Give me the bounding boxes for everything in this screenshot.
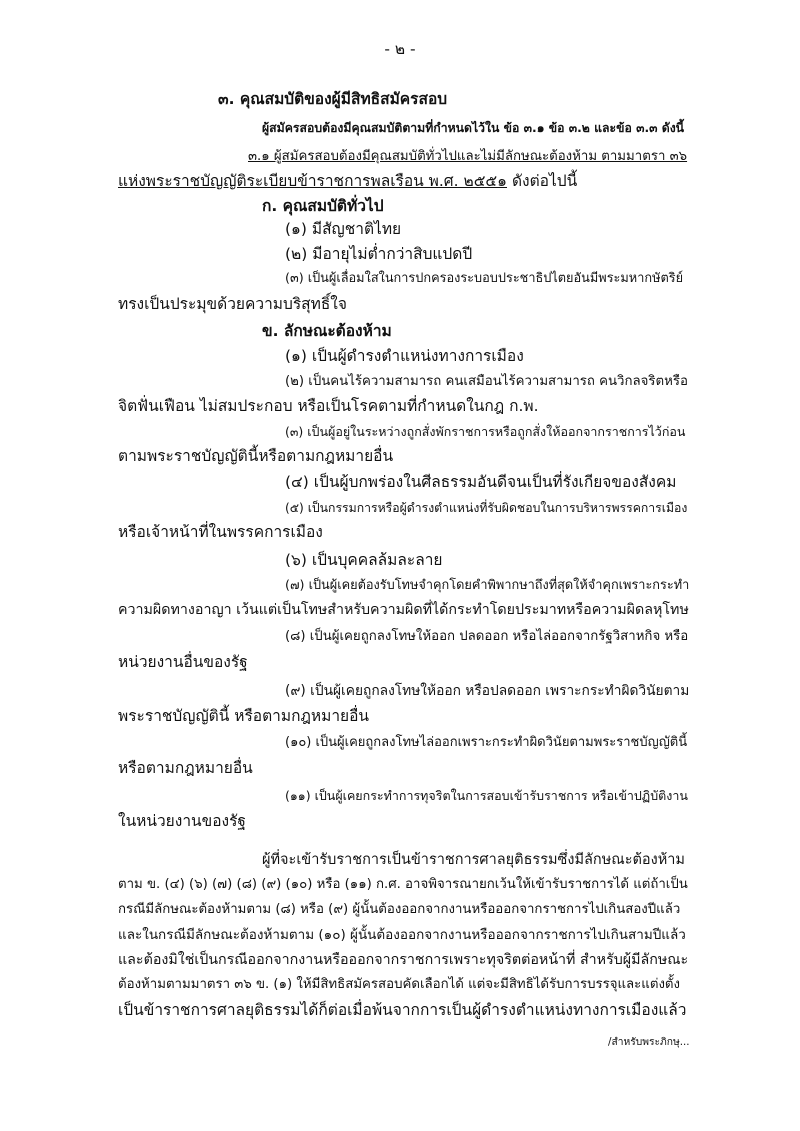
section-3-intro: ผู้สมัครสอบต้องมีคุณสมบัติตามที่กำหนดไว้ใน ข้อ ๓.๑ ข้อ ๓.๒ และข้อ ๓.๓ ดังนี้	[262, 121, 685, 135]
prohibited-item-1: (๑) เป็นผู้ดำรงตำแหน่งทางการเมือง	[285, 347, 524, 365]
prohibited-item-6: (๖) เป็นบุคคลล้มละลาย	[285, 551, 443, 569]
section-3-1-line-1: ๓.๑ ผู้สมัครสอบต้องมีคุณสมบัติทั่วไปและไม่มีลักษณะต้องห้าม ตามมาตรา ๓๖	[248, 149, 688, 164]
prohibited-item-3-line-1: (๓) เป็นผู้อยู่ในระหว่างถูกสั่งพักราชการหรือถูกสั่งให้ออกจากราชการไว้ก่อน	[285, 424, 686, 439]
prohibited-item-11-line-1: (๑๑) เป็นผู้เคยกระทำการทุจริตในการสอบเข้ารับราชการ หรือเข้าปฏิบัติงาน	[285, 788, 688, 803]
closing-line-5: และต้องมิใช่เป็นกรณีออกจากงานหรือออกจากราชการเพราะทุจริตต่อหน้าที่ สำหรับผู้มีลักษณะ	[118, 952, 689, 968]
general-item-2: (๒) มีอายุไม่ต่ำกว่าสิบแปดปี	[285, 245, 473, 263]
closing-line-7: เป็นข้าราชการศาลยุติธรรมได้ก็ต่อเมื่อพ้นจากการเป็นผู้ดำรงตำแหน่งทางการเมืองแล้ว	[118, 1001, 687, 1019]
general-item-3-line-1: (๓) เป็นผู้เลื่อมใสในการปกครองระบอบประชาธิปไตยอันมีพระมหากษัตริย์	[285, 271, 684, 286]
prohibited-item-10-line-1: (๑๐) เป็นผู้เคยถูกลงโทษไล่ออกเพราะกระทำผิดวินัยตามพระราชบัญญัตินี้	[285, 735, 688, 750]
prohibited-item-11-line-2: ในหน่วยงานของรัฐ	[118, 812, 246, 830]
prohibited-item-7-line-2: ความผิดทางอาญา เว้นแต่เป็นโทษสำหรับความผิดที่ได้กระทำโดยประมาทหรือความผิดลหุโทษ	[118, 602, 689, 618]
prohibited-item-5-line-2: หรือเจ้าหน้าที่ในพรรคการเมือง	[118, 523, 323, 541]
closing-line-2: ตาม ข. (๔) (๖) (๗) (๘) (๙) (๑๐) หรือ (๑๑) ก.ศ. อาจพิจารณายกเว้นให้เข้ารับราชการได้ แต่ถ้าเป็น	[118, 877, 688, 892]
closing-line-4: และในกรณีมีลักษณะต้องห้ามตาม (๑๐) ผู้นั้นต้องออกจากงานหรือออกจากราชการไปเกินสามปีแล้ว	[118, 927, 686, 943]
closing-line-6: ต้องห้ามตามมาตรา ๓๖ ข. (๑) ให้มีสิทธิสมัครสอบคัดเลือกได้ แต่จะมีสิทธิได้รับการบรรจุและแต่งตั้ง	[118, 977, 680, 992]
section-3-1-act-reference: แห่งพระราชบัญญัติระเบียบข้าราชการพลเรือน พ.ศ. ๒๕๕๑	[118, 172, 508, 190]
prohibited-item-9-line-1: (๙) เป็นผู้เคยถูกลงโทษให้ออก หรือปลดออก เพราะกระทำผิดวินัยตาม	[285, 683, 690, 699]
prohibited-item-4: (๔) เป็นผู้บกพร่องในศีลธรรมอันดีจนเป็นที่รังเกียจของสังคม	[285, 473, 677, 491]
prohibited-item-10-line-2: หรือตามกฎหมายอื่น	[118, 759, 253, 777]
closing-line-1: ผู้ที่จะเข้ารับราชการเป็นข้าราชการศาลยุติธรรมซึ่งมีลักษณะต้องห้าม	[262, 852, 685, 868]
prohibited-item-7-line-1: (๗) เป็นผู้เคยต้องรับโทษจำคุกโดยคำพิพากษาถึงที่สุดให้จำคุกเพราะกระทำ	[285, 578, 690, 593]
general-item-1: (๑) มีสัญชาติไทย	[285, 220, 402, 238]
prohibited-item-3-line-2: ตามพระราชบัญญัตินี้หรือตามกฎหมายอื่น	[118, 447, 394, 465]
general-item-3-line-2: ทรงเป็นประมุขด้วยความบริสุทธิ์ใจ	[118, 295, 347, 313]
prohibited-item-8-line-1: (๘) เป็นผู้เคยถูกลงโทษให้ออก ปลดออก หรือไล่ออกจากรัฐวิสาหกิจ หรือ	[285, 629, 689, 644]
prohibited-item-8-line-2: หน่วยงานอื่นของรัฐ	[118, 653, 248, 671]
section-3-1-line-2	[118, 170, 577, 192]
general-qualifications-heading: ก. คุณสมบัติทั่วไป	[262, 197, 384, 215]
section-3-1-line-2-rest: ดังต่อไปนี้	[511, 172, 578, 190]
prohibited-item-9-line-2: พระราชบัญญัตินี้ หรือตามกฎหมายอื่น	[118, 707, 370, 725]
section-3-heading: ๓. คุณสมบัติของผู้มีสิทธิสมัครสอบ	[218, 90, 448, 108]
page-number: - ๒ -	[384, 40, 416, 58]
prohibited-heading: ข. ลักษณะต้องห้าม	[262, 322, 392, 340]
prohibited-item-2-line-2: จิตฟั่นเฟือน ไม่สมประกอบ หรือเป็นโรคตามที่กำหนดในกฎ ก.พ.	[118, 397, 539, 415]
prohibited-item-5-line-1: (๕) เป็นกรรมการหรือผู้ดำรงตำแหน่งที่รับผิดชอบในการบริหารพรรคการเมือง	[285, 501, 688, 515]
continuation-marker: /สำหรับพระภิกษุ...	[608, 1036, 690, 1048]
closing-line-3: กรณีมีลักษณะต้องห้ามตาม (๘) หรือ (๙) ผู้นั้นต้องออกจากงานหรือออกจากราชการไปเกินสองปีแล้ว	[118, 902, 681, 917]
prohibited-item-2-line-1: (๒) เป็นคนไร้ความสามารถ คนเสมือนไร้ความสามารถ คนวิกลจริตหรือ	[285, 374, 688, 389]
